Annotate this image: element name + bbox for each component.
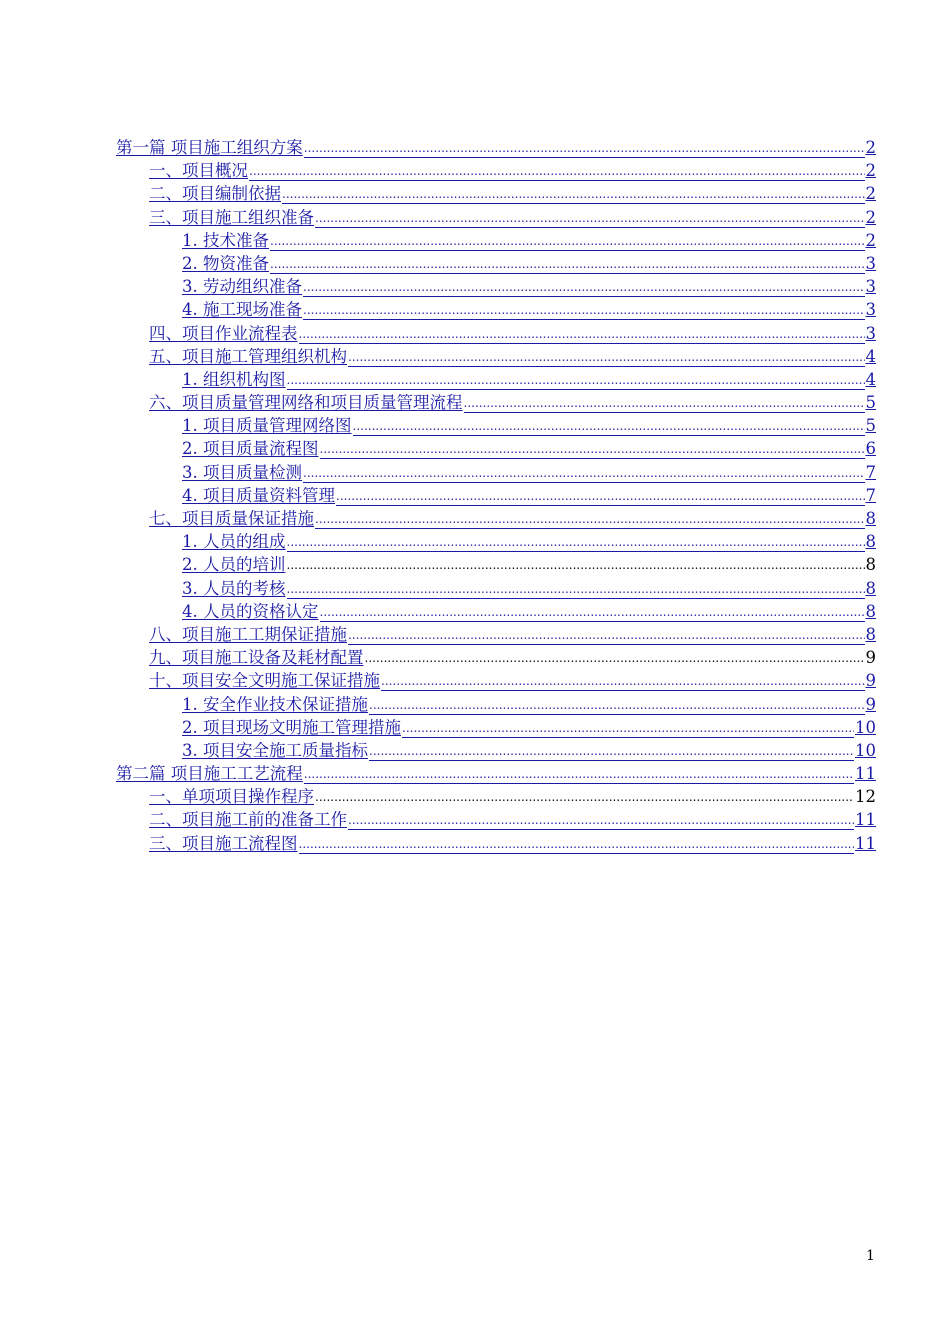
toc-dot-leader (369, 743, 854, 761)
toc-entry-page[interactable]: 11 (855, 764, 876, 784)
toc-entry[interactable] (116, 391, 876, 414)
toc-dot-leader (287, 534, 865, 552)
toc-entry[interactable] (116, 669, 876, 692)
toc-entry-title[interactable]: 3. 人员的考核 (182, 578, 286, 598)
toc-entry[interactable] (116, 298, 876, 321)
toc-entry-page[interactable]: 7 (865, 485, 876, 505)
toc-entry-page[interactable]: 3 (865, 277, 876, 297)
toc-entry-title[interactable]: 一、单项项目操作程序 (149, 787, 314, 807)
toc-entry-page[interactable]: 10 (855, 740, 876, 760)
toc-entry[interactable] (116, 600, 876, 623)
toc-entry-page[interactable]: 8 (865, 555, 876, 575)
toc-entry-title[interactable]: 4. 人员的资格认定 (182, 601, 319, 621)
toc-entry-page[interactable]: 2 (865, 230, 876, 250)
toc-entry-page[interactable]: 2 (865, 138, 876, 157)
toc-entry[interactable] (116, 553, 876, 576)
toc-entry-title[interactable]: 2. 物资准备 (182, 253, 269, 273)
toc-entry-page[interactable]: 8 (865, 509, 876, 528)
toc-entry-page[interactable]: 4 (865, 369, 876, 389)
toc-entry[interactable] (116, 437, 876, 460)
toc-entry[interactable] (116, 623, 876, 646)
toc-entry-title[interactable]: 三、项目施工组织准备 (149, 207, 314, 227)
toc-entry[interactable] (116, 461, 876, 484)
toc-entry-page[interactable]: 3 (865, 253, 876, 273)
toc-entry[interactable] (116, 368, 876, 391)
toc-entry-title[interactable]: 六、项目质量管理网络和项目质量管理流程 (149, 393, 463, 413)
toc-entry-title[interactable]: 3. 项目质量检测 (182, 462, 302, 482)
toc-dot-leader (303, 465, 865, 483)
toc-entry-page[interactable]: 3 (865, 300, 876, 320)
toc-entry-title[interactable]: 四、项目作业流程表 (149, 323, 298, 343)
toc-dot-leader (365, 650, 865, 667)
toc-dot-leader (315, 511, 865, 529)
toc-entry-title[interactable]: 二、项目编制依据 (149, 184, 281, 204)
toc-entry-page[interactable]: 9 (865, 694, 876, 714)
toc-entry-page[interactable]: 9 (865, 648, 876, 668)
toc-entry-page[interactable]: 12 (855, 787, 876, 807)
toc-dot-leader (287, 372, 865, 390)
toc-dot-leader (464, 395, 865, 413)
toc-entry[interactable] (116, 739, 876, 762)
toc-entry[interactable] (116, 716, 876, 739)
toc-entry[interactable] (116, 577, 876, 600)
toc-dot-leader (304, 140, 865, 158)
toc-entry-title[interactable]: 三、项目施工流程图 (149, 833, 298, 853)
toc-entry[interactable] (116, 530, 876, 553)
toc-entry-page[interactable]: 8 (865, 624, 876, 644)
toc-entry-page[interactable]: 7 (865, 462, 876, 482)
toc-entry-page[interactable]: 8 (865, 532, 876, 552)
page-number: 1 (866, 1248, 875, 1264)
toc-entry[interactable] (116, 206, 876, 229)
toc-dot-leader (315, 789, 854, 806)
toc-entry[interactable] (116, 507, 876, 530)
toc-entry[interactable] (116, 832, 876, 855)
toc-entry-page[interactable]: 8 (865, 601, 876, 621)
toc-entry-title[interactable]: 第二篇 项目施工工艺流程 (116, 764, 303, 784)
toc-entry-title[interactable]: 七、项目质量保证措施 (149, 509, 314, 528)
toc-entry[interactable] (116, 345, 876, 368)
toc-entry[interactable] (116, 159, 876, 182)
toc-entry-page[interactable]: 4 (865, 346, 876, 366)
toc-entry-page[interactable]: 10 (855, 717, 876, 737)
toc-entry-page[interactable]: 5 (865, 393, 876, 413)
toc-dot-leader (287, 557, 865, 574)
toc-dot-leader (320, 604, 865, 622)
toc-entry-title[interactable]: 五、项目施工管理组织机构 (149, 346, 347, 366)
table-of-contents (116, 136, 876, 855)
toc-dot-leader (287, 581, 865, 599)
toc-entry[interactable] (116, 275, 876, 298)
toc-dot-leader (336, 488, 865, 506)
toc-entry-page[interactable]: 6 (865, 439, 876, 459)
toc-entry-title[interactable]: 1. 技术准备 (182, 230, 269, 250)
toc-entry[interactable] (116, 182, 876, 205)
toc-entry-page[interactable]: 2 (865, 161, 876, 181)
toc-entry-title[interactable]: 3. 项目安全施工质量指标 (182, 740, 368, 760)
toc-entry-page[interactable]: 2 (865, 184, 876, 204)
toc-entry[interactable] (116, 136, 876, 159)
toc-dot-leader (282, 186, 865, 204)
toc-entry[interactable] (116, 808, 876, 831)
toc-entry-title[interactable]: 一、项目概况 (149, 161, 248, 181)
toc-dot-leader (369, 697, 865, 715)
toc-entry-page[interactable]: 2 (865, 207, 876, 227)
toc-dot-leader (348, 812, 854, 830)
toc-dot-leader (381, 673, 865, 691)
toc-entry-page[interactable]: 11 (855, 810, 876, 830)
toc-entry-title[interactable]: 2. 项目现场文明施工管理措施 (182, 717, 401, 737)
toc-dot-leader (303, 302, 865, 320)
toc-entry-page[interactable]: 11 (855, 833, 876, 853)
toc-dot-leader (348, 349, 865, 367)
toc-entry[interactable] (116, 484, 876, 507)
toc-entry-title[interactable]: 4. 项目质量资料管理 (182, 485, 335, 505)
toc-entry[interactable] (116, 693, 876, 716)
toc-entry-title[interactable]: 二、项目施工前的准备工作 (149, 810, 347, 830)
toc-entry[interactable] (116, 762, 876, 785)
toc-dot-leader (315, 210, 865, 228)
toc-dot-leader (299, 836, 855, 854)
toc-entry[interactable] (116, 785, 876, 808)
toc-dot-leader (304, 766, 854, 784)
toc-entry-title[interactable]: 第一篇 项目施工组织方案 (116, 138, 303, 157)
toc-entry-title[interactable]: 十、项目安全文明施工保证措施 (149, 671, 380, 691)
toc-entry-title[interactable]: 1. 组织机构图 (182, 369, 286, 389)
toc-entry-title[interactable]: 3. 劳动组织准备 (182, 277, 302, 297)
toc-entry-page[interactable]: 9 (865, 671, 876, 691)
toc-dot-leader (353, 418, 865, 436)
toc-entry-title[interactable]: 1. 项目质量管理网络图 (182, 416, 352, 436)
toc-entry-title[interactable]: 九、项目施工设备及耗材配置 (149, 648, 364, 668)
toc-entry-title[interactable]: 八、项目施工工期保证措施 (149, 624, 347, 644)
toc-dot-leader (270, 233, 865, 251)
toc-entry-page[interactable]: 5 (865, 416, 876, 436)
toc-dot-leader (303, 279, 865, 297)
toc-dot-leader (299, 326, 865, 344)
toc-entry-title[interactable]: 4. 施工现场准备 (182, 300, 302, 320)
toc-entry[interactable] (116, 229, 876, 252)
toc-entry[interactable] (116, 646, 876, 669)
toc-dot-leader (249, 163, 865, 181)
toc-dot-leader (270, 256, 865, 274)
toc-entry-title[interactable]: 2. 人员的培训 (182, 555, 286, 575)
toc-entry-page[interactable]: 3 (865, 323, 876, 343)
toc-dot-leader (320, 441, 865, 459)
toc-entry-title[interactable]: 1. 人员的组成 (182, 532, 286, 552)
toc-dot-leader (402, 720, 854, 738)
toc-entry-page[interactable]: 8 (865, 578, 876, 598)
toc-entry-title[interactable]: 2. 项目质量流程图 (182, 439, 319, 459)
toc-entry[interactable] (116, 414, 876, 437)
toc-entry[interactable] (116, 252, 876, 275)
toc-dot-leader (348, 627, 865, 645)
toc-entry-title[interactable]: 1. 安全作业技术保证措施 (182, 694, 368, 714)
toc-entry[interactable] (116, 322, 876, 345)
